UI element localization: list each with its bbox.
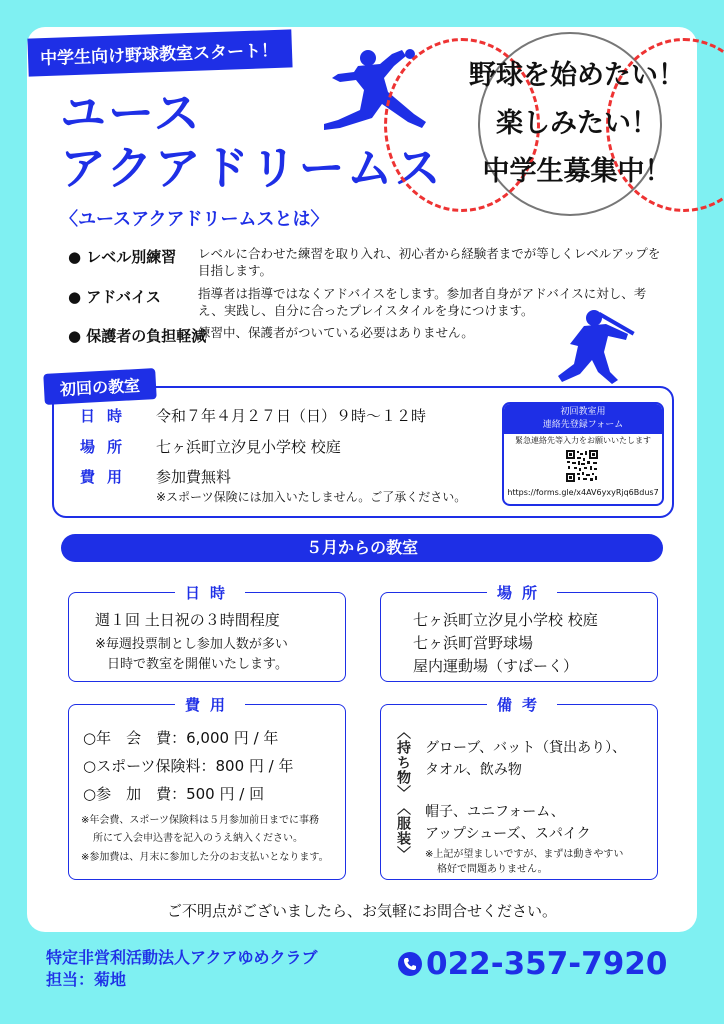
remarks-box — [380, 696, 658, 880]
wear-line2: アップシューズ、スパイク — [425, 826, 591, 842]
title-line1: ユース — [60, 86, 202, 140]
feature-desc: レベルに合わせた練習を取り入れ、初心者から経験者までが等しくレベルアップを目指します。 — [198, 246, 661, 278]
feature-label: ● アドバイス — [68, 288, 161, 306]
wear-note1: ※上記が望ましいですが、まずは動きやすい — [425, 849, 624, 860]
qr-header-line2: 連絡先登録フォーム — [542, 420, 624, 430]
feature-desc: 指導者は指導ではなくアドバイスをします。参加者自身がアドバイスに対し、考え、実践し、自分に合ったプレイスタイルを身につけます。 — [198, 286, 647, 318]
schedule-box — [68, 584, 346, 682]
carry-line2: タオル、飲み物 — [425, 762, 522, 778]
date-label: 日時 — [80, 407, 135, 425]
about-title: 〈ユースアクアドリームスとは〉 — [60, 209, 329, 230]
place-label: 場所 — [80, 438, 135, 456]
place-line1: 七ヶ浜町立汐見小学校 校庭 — [413, 611, 598, 629]
contact-person: 担当：菊地 — [46, 970, 127, 989]
may-classes-bar: ５月からの教室 — [61, 534, 663, 562]
intro-tag: 中学生向け野球教室スタート！ — [27, 29, 292, 76]
title-line2: アクアドリームス — [60, 141, 443, 195]
qr-code-icon[interactable] — [566, 450, 598, 482]
fee-note: ※スポーツ保険には加入いたしません。ご了承ください。 — [156, 490, 467, 504]
place-line3: 屋内運動場（すぱーく） — [413, 657, 579, 675]
fees-title: 費用 — [175, 694, 245, 715]
phone-number[interactable]: 022-357-7920 — [426, 946, 668, 982]
fee-annual: ○年 会 費：6,000 円 / 年 — [83, 729, 279, 747]
wear-label: 〈服装〉 — [395, 801, 411, 861]
place-box — [380, 584, 658, 682]
date-value: 令和７年４月２７日（日）９時〜１２時 — [156, 407, 427, 425]
first-class-tag: 初回の教室 — [43, 368, 156, 405]
batter-silhouette-icon — [540, 306, 640, 386]
fees-box — [68, 696, 346, 880]
schedule-line3: 日時で教室を開催いたします。 — [107, 657, 288, 672]
remarks-title: 備考 — [487, 694, 557, 715]
place-line2: 七ヶ浜町営野球場 — [413, 634, 534, 652]
qr-header — [504, 404, 662, 434]
feature-desc: 練習中、保護者がついている必要はありません。 — [198, 325, 474, 340]
fee-note3: ※参加費は、月末に参加した分のお支払いとなります。 — [81, 852, 329, 863]
slogan-line1: 野球を始めたい！ — [469, 60, 685, 91]
schedule-title: 日時 — [175, 582, 245, 603]
slogan-line2: 楽しみたい！ — [496, 108, 658, 139]
feature-label: ● 保護者の負担軽減 — [68, 327, 207, 345]
qr-header-line1: 初回教室用 — [560, 407, 606, 417]
fee-participation: ○参 加 費：500 円 / 回 — [83, 785, 265, 803]
wear-line1: 帽子、ユニフォーム、 — [425, 804, 565, 820]
schedule-line2: ※毎週投票制とし参加人数が多い — [95, 637, 288, 652]
carry-label: 〈持ち物〉 — [395, 725, 411, 800]
qr-note: 緊急連絡先等入力をお願いいたします — [515, 436, 651, 445]
phone-icon — [398, 952, 422, 976]
wear-note2: 格好で問題ありません。 — [437, 864, 548, 875]
qr-url-link[interactable]: https://forms.gle/x4AV6yxyRjq6Bdus7 — [507, 488, 659, 497]
fee-label: 費用 — [80, 468, 135, 486]
fee-note1: ※年会費、スポーツ保険料は５月参加前日までに事務 — [81, 815, 319, 826]
carry-line1: グローブ、バット（貸出あり）、 — [425, 740, 627, 756]
phone-contact[interactable] — [398, 946, 667, 982]
place-value: 七ヶ浜町立汐見小学校 校庭 — [156, 438, 341, 456]
fee-value: 参加費無料 — [156, 468, 232, 486]
registration-form-box[interactable] — [502, 402, 664, 506]
inquiry-note: ご不明点がございましたら、お気軽にお問合せください。 — [166, 902, 557, 920]
fee-insurance: ○スポーツ保険料：800 円 / 年 — [83, 757, 294, 775]
feature-label: ● レベル別練習 — [68, 248, 177, 266]
place-title: 場所 — [487, 582, 557, 603]
schedule-line1: 週１回 土日祝の３時間程度 — [95, 611, 280, 629]
organization-info — [46, 947, 318, 991]
organization-name: 特定非営利活動法人アクアゆめクラブ — [46, 948, 318, 967]
fee-note2: 所にて入会申込書を記入のうえ納入ください。 — [93, 833, 303, 844]
slogan-line3: 中学生募集中！ — [482, 156, 672, 187]
